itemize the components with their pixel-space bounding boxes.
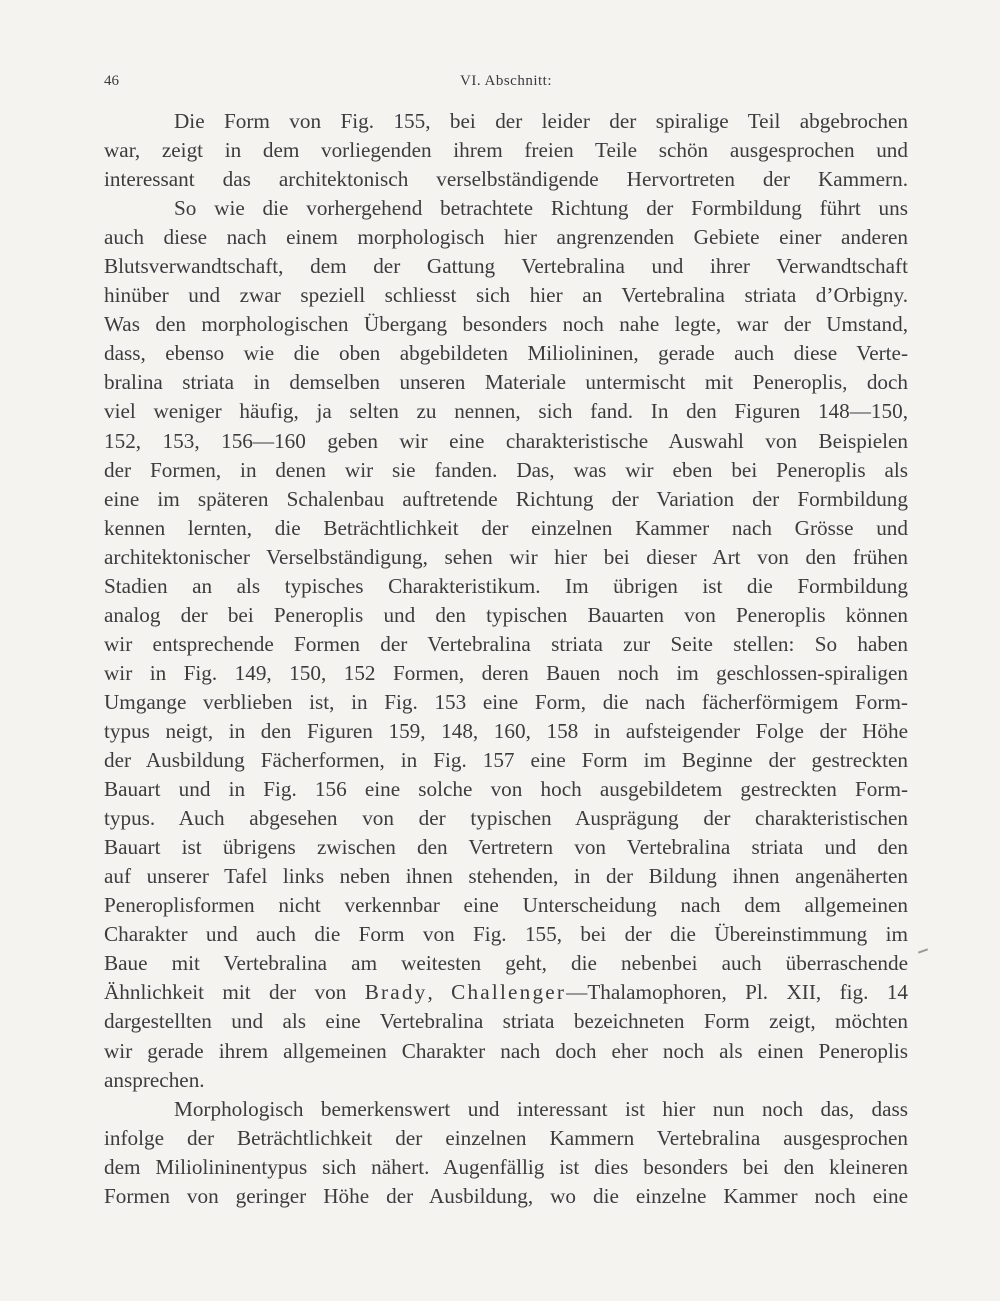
text-line: architektonischer Verselbständigung, sehen wir hier bei dieser Art von den frühen — [104, 544, 908, 569]
text-line: ansprechen. — [104, 1067, 205, 1092]
text-line: So wie die vorhergehend betrachtete Richtung der Formbildung führt uns — [174, 196, 908, 221]
section-title: VI. Abschnitt: — [460, 73, 552, 89]
text-line: Baue mit Vertebralina am weitesten geht, die nebenbei auch überraschende — [104, 951, 908, 976]
text-line: analog der bei Peneroplis und den typischen Bauarten von Peneroplis können — [104, 602, 908, 627]
text-line-with-citation — [104, 978, 908, 1007]
text-line: typus neigt, in den Figuren 159, 148, 160, 158 in aufsteigender Folge der Höhe — [104, 718, 908, 743]
text-line: auch diese nach einem morphologisch hier angrenzenden Gebiete einer anderen — [104, 225, 908, 250]
text-span: Ähnlichkeit mit der von — [104, 980, 365, 1005]
text-line: Formen von geringer Höhe der Ausbildung, wo die einzelne Kammer noch eine — [104, 1183, 908, 1208]
text-line: wir in Fig. 149, 150, 152 Formen, deren Bauen noch im geschlossen-spiraligen — [104, 660, 908, 685]
text-line: kennen lernten, die Beträchtlichkeit der einzelnen Kammer nach Grösse und — [104, 515, 908, 540]
text-line: Was den morphologischen Übergang besonders noch nahe legte, war der Umstand, — [104, 312, 908, 337]
text-line: hinüber und zwar speziell schliesst sich hier an Vertebralina striata d’Orbigny. — [104, 283, 908, 308]
text-line: Bauart ist übrigens zwischen den Vertretern von Vertebralina striata und den — [104, 835, 908, 860]
text-line: Die Form von Fig. 155, bei der leider der spiralige Teil abgebrochen — [174, 109, 908, 133]
text-span: —Thalamophoren, Pl. XII, fig. 14 — [566, 980, 909, 1005]
text-line: viel weniger häufig, ja selten zu nennen, sich fand. In den Figuren 148—150, — [104, 399, 908, 424]
text-line: Morphologisch bemerkenswert und interessant ist hier nun noch das, dass — [174, 1096, 908, 1121]
text-line: eine im späteren Schalenbau auftretende Richtung der Variation der Formbildung — [104, 486, 908, 511]
text-line: dem Miliolininentypus sich nähert. Augenfällig ist dies besonders bei den kleineren — [104, 1154, 908, 1179]
text-line: bralina striata in demselben unseren Materiale untermischt mit Peneroplis, doch — [104, 370, 908, 395]
text-line: Peneroplisformen nicht verkennbar eine Unterscheidung nach dem allgemeinen — [104, 893, 908, 918]
text-line: interessant das architektonisch verselbständigende Hervortreten der Kammern. — [104, 167, 908, 192]
expedition-name: Challenger — [451, 980, 567, 1005]
text-line: Blutsverwandtschaft, dem der Gattung Vertebralina und ihrer Verwandtschaft — [104, 254, 908, 279]
author-name: Brady — [364, 980, 428, 1005]
running-head — [104, 73, 908, 97]
text-line: Charakter und auch die Form von Fig. 155, bei der die Übereinstimmung im — [104, 922, 908, 947]
text-line: war, zeigt in dem vorliegenden ihrem freien Teile schön ausgesprochen und — [104, 138, 908, 163]
text-line: wir entsprechende Formen der Vertebralina striata zur Seite stellen: So haben — [104, 631, 908, 656]
text-line: 152, 153, 156—160 geben wir eine charakteristische Auswahl von Beispielen — [104, 428, 908, 453]
text-line: dargestellten und als eine Vertebralina striata bezeichneten Form zeigt, möchten — [104, 1009, 908, 1034]
text-span: , — [427, 980, 452, 1005]
text-line: typus. Auch abgesehen von der typischen Ausprägung der charakteristischen — [104, 806, 908, 831]
text-line: auf unserer Tafel links neben ihnen stehenden, in der Bildung ihnen angenäherten — [104, 864, 908, 889]
body-text — [104, 107, 908, 1211]
text-line: Bauart und in Fig. 156 eine solche von hoch ausgebildetem gestreckten Form- — [104, 777, 908, 802]
text-line: der Ausbildung Fächerformen, in Fig. 157 eine Form im Beginne der gestreckten — [104, 748, 908, 773]
text-line: wir gerade ihrem allgemeinen Charakter nach doch eher noch als einen Peneroplis — [104, 1038, 908, 1063]
text-line: der Formen, in denen wir sie fanden. Das, was wir eben bei Peneroplis als — [104, 457, 908, 482]
text-line: dass, ebenso wie die oben abgebildeten Miliolininen, gerade auch diese Verte- — [104, 341, 908, 366]
text-line: infolge der Beträchtlichkeit der einzelnen Kammern Vertebralina ausgesprochen — [104, 1125, 908, 1150]
text-line: Umgange verblieben ist, in Fig. 153 eine Form, die nach fächerförmigem Form- — [104, 689, 908, 714]
margin-mark — [918, 948, 928, 953]
text-line: Stadien an als typisches Charakteristikum. Im übrigen ist die Formbildung — [104, 573, 908, 598]
page-number: 46 — [104, 73, 119, 89]
